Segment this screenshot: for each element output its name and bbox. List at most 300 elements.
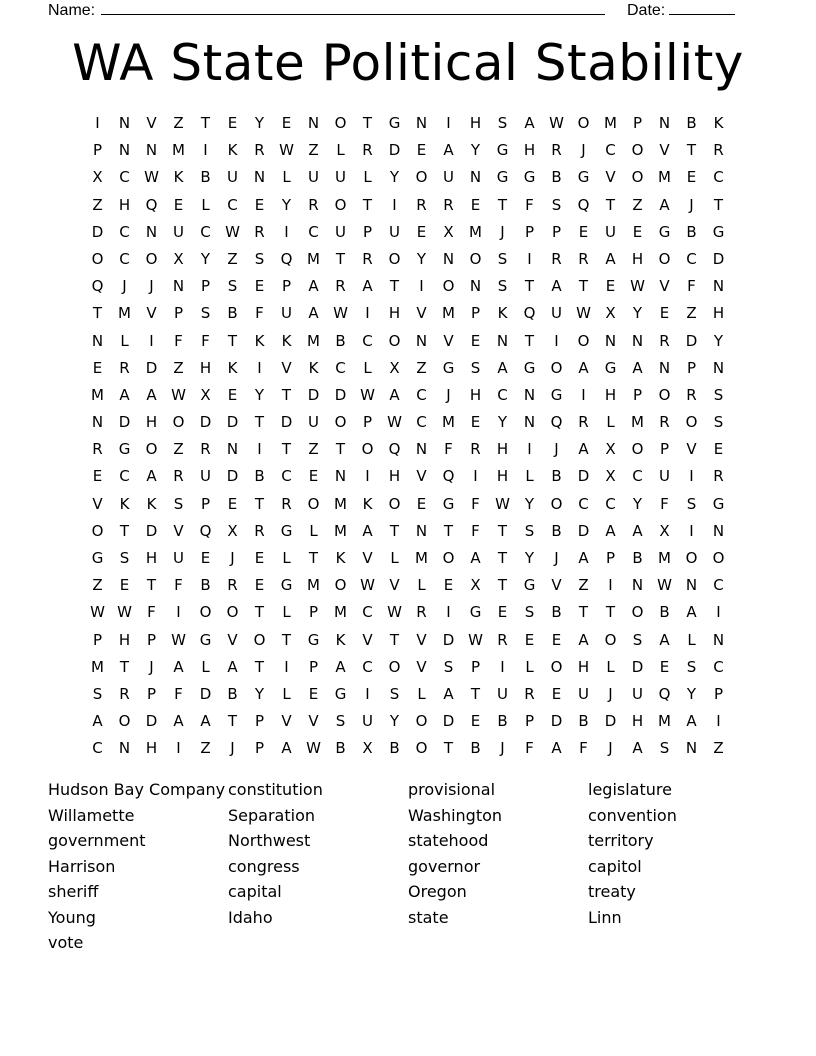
grid-letter: B (254, 467, 265, 486)
grid-letter: Z (308, 440, 319, 459)
grid-letter: O (307, 494, 320, 513)
grid-letter: X (605, 304, 616, 323)
grid-letter: A (551, 739, 562, 758)
grid-letter: I (419, 277, 424, 296)
grid-letter: A (443, 141, 454, 160)
grid-letter: D (199, 413, 212, 432)
grid-letter: A (362, 521, 373, 540)
grid-letter: L (417, 684, 426, 703)
grid-letter: A (605, 249, 616, 268)
grid-letter: Y (254, 114, 265, 132)
grid-letter: P (92, 630, 103, 649)
grid-letter: U (605, 222, 616, 241)
grid-letter: O (388, 331, 401, 350)
grid-letter: G (577, 168, 590, 187)
grid-letter: O (658, 249, 671, 268)
grid-letter: T (389, 630, 400, 649)
grid-letter: A (578, 440, 589, 459)
grid-letter: K (335, 549, 346, 567)
grid-letter: V (659, 141, 670, 160)
grid-letter: O (550, 358, 563, 377)
grid-letter: A (227, 657, 238, 676)
grid-letter: Q (199, 521, 212, 540)
grid-letter: I (446, 114, 451, 132)
grid-letter: O (334, 576, 347, 595)
grid-letter: K (281, 331, 292, 350)
date-label: Date: (627, 2, 666, 19)
grid-letter: P (200, 494, 211, 513)
grid-letter: O (685, 413, 698, 432)
grid-letter: D (145, 712, 158, 731)
grid-letter: N (145, 222, 158, 241)
grid-letter: G (280, 576, 293, 595)
grid-letter: I (365, 304, 370, 323)
grid-letter: A (497, 358, 508, 377)
grid-letter: T (254, 603, 265, 622)
grid-letter: V (605, 168, 616, 187)
grid-letter: M (118, 304, 131, 323)
grid-letter: H (145, 413, 158, 432)
grid-letter: U (308, 413, 319, 432)
grid-letter: X (605, 440, 616, 459)
grid-letter: P (254, 739, 265, 758)
grid-letter: C (227, 195, 238, 214)
grid-letter: N (415, 114, 428, 132)
grid-letter: F (201, 331, 210, 350)
grid-letter: Y (524, 549, 535, 567)
grid-letter: K (308, 358, 319, 377)
grid-letter: H (145, 739, 158, 758)
grid-letter: F (444, 440, 453, 459)
grid-letter: N (658, 114, 671, 132)
grid-letter: E (119, 576, 130, 595)
grid-letter: T (281, 630, 292, 649)
grid-letter: P (146, 684, 157, 703)
grid-letter: E (308, 467, 319, 486)
grid-letter: R (578, 413, 589, 432)
grid-letter: L (363, 358, 372, 377)
grid-letter: T (281, 440, 292, 459)
grid-letter: Z (173, 440, 184, 459)
grid-letter: S (686, 494, 697, 513)
grid-letter: A (686, 603, 697, 622)
grid-letter: A (551, 277, 562, 296)
grid-letter: B (389, 739, 400, 758)
grid-letter: H (631, 249, 644, 268)
grid-letter: I (176, 739, 181, 758)
grid-letter: Q (523, 304, 536, 323)
grid-letter: D (550, 712, 563, 731)
grid-letter: J (554, 549, 559, 567)
grid-letter: I (554, 331, 559, 350)
grid-letter: J (230, 549, 235, 567)
grid-letter: D (442, 712, 455, 731)
grid-letter: R (470, 440, 481, 459)
grid-letter: D (577, 467, 590, 486)
grid-letter: N (469, 277, 482, 296)
grid-letter: A (146, 385, 157, 404)
grid-letter: E (470, 195, 481, 214)
grid-letter: K (146, 494, 157, 513)
grid-letter: U (551, 304, 562, 323)
grid-letter: O (253, 630, 266, 649)
grid-letter: A (632, 358, 643, 377)
grid-letter: T (254, 494, 265, 513)
grid-letter: R (551, 141, 562, 160)
grid-letter: D (91, 222, 104, 241)
grid-letter: M (334, 603, 347, 622)
grid-letter: I (473, 467, 478, 486)
grid-letter: N (712, 277, 725, 296)
grid-letter: S (227, 277, 238, 296)
grid-letter: W (495, 494, 510, 513)
grid-letter: E (470, 331, 481, 350)
grid-letter: R (713, 467, 724, 486)
grid-letter: T (497, 195, 508, 214)
grid-letter: B (686, 222, 697, 241)
grid-letter: L (606, 413, 615, 432)
grid-letter: N (415, 440, 428, 459)
grid-letter: A (146, 467, 157, 486)
grid-letter: R (362, 249, 373, 268)
grid-letter: T (713, 195, 724, 214)
grid-letter: O (550, 494, 563, 513)
date-blank-line[interactable] (669, 0, 735, 15)
grid-letter: J (608, 739, 613, 758)
grid-letter: D (226, 413, 239, 432)
grid-letter: J (122, 277, 127, 296)
grid-letter: H (604, 385, 617, 404)
grid-letter: W (306, 739, 321, 758)
grid-letter: B (551, 168, 562, 187)
word-list (48, 777, 768, 956)
grid-letter: I (581, 385, 586, 404)
grid-letter: Z (632, 195, 643, 214)
grid-letter: P (605, 549, 616, 567)
grid-letter: I (365, 684, 370, 703)
grid-letter: P (470, 304, 481, 323)
grid-letter: G (712, 494, 725, 513)
grid-letter: T (497, 549, 508, 567)
grid-letter: P (281, 277, 292, 296)
grid-letter: Z (713, 739, 724, 758)
grid-letter: K (227, 141, 238, 160)
grid-letter: O (631, 603, 644, 622)
grid-letter: T (335, 249, 346, 268)
grid-letter: P (686, 358, 697, 377)
grid-letter: S (335, 712, 346, 731)
grid-letter: D (145, 521, 158, 540)
grid-letter: D (280, 413, 293, 432)
grid-letter: N (307, 114, 320, 132)
grid-letter: R (416, 195, 427, 214)
grid-letter: L (201, 195, 210, 214)
grid-letter: I (284, 657, 289, 676)
grid-letter: W (360, 576, 375, 595)
grid-letter: R (254, 521, 265, 540)
grid-letter: R (281, 494, 292, 513)
grid-letter: I (689, 467, 694, 486)
grid-letter: A (659, 195, 670, 214)
grid-letter: V (146, 114, 157, 132)
grid-letter: S (443, 657, 454, 676)
grid-letter: T (200, 114, 211, 132)
grid-letter: N (91, 413, 104, 432)
grid-letter: N (631, 331, 644, 350)
grid-letter: G (334, 684, 347, 703)
grid-letter: S (497, 277, 508, 296)
grid-letter: T (308, 549, 319, 567)
grid-letter: T (605, 195, 616, 214)
grid-letter: J (446, 385, 451, 404)
grid-letter: A (443, 684, 454, 703)
word-list-item: congress (228, 856, 300, 876)
grid-letter: S (659, 739, 670, 758)
grid-letter: Y (470, 141, 481, 160)
name-blank-line[interactable] (101, 0, 605, 15)
grid-letter: V (146, 304, 157, 323)
grid-letter: M (658, 712, 671, 731)
grid-letter: T (281, 385, 292, 404)
grid-letter: R (524, 684, 535, 703)
grid-letter: V (551, 576, 562, 595)
grid-letter: Q (388, 440, 401, 459)
grid-letter: T (119, 657, 130, 676)
grid-letter: C (416, 385, 427, 404)
grid-letter: H (388, 304, 401, 323)
grid-letter: L (687, 630, 696, 649)
grid-letter: T (362, 114, 373, 132)
grid-letter: G (442, 494, 455, 513)
grid-letter: O (388, 657, 401, 676)
grid-letter: F (525, 195, 534, 214)
grid-letter: O (91, 521, 104, 540)
grid-letter: T (146, 576, 157, 595)
grid-letter: N (523, 385, 536, 404)
grid-letter: N (442, 249, 455, 268)
grid-letter: U (578, 684, 589, 703)
grid-letter: H (496, 440, 509, 459)
name-field (48, 0, 605, 20)
grid-letter: B (335, 739, 346, 758)
grid-letter: U (200, 467, 211, 486)
grid-letter: P (362, 413, 373, 432)
grid-letter: I (392, 195, 397, 214)
grid-letter: L (336, 141, 345, 160)
grid-letter: I (716, 603, 721, 622)
grid-letter: B (227, 684, 238, 703)
grid-letter: U (173, 549, 184, 567)
grid-letter: N (712, 630, 725, 649)
grid-letter: U (497, 684, 508, 703)
grid-letter: E (416, 141, 427, 160)
grid-letter: E (470, 413, 481, 432)
grid-letter: O (334, 195, 347, 214)
grid-letter: N (415, 521, 428, 540)
grid-letter: S (497, 249, 508, 268)
grid-letter: I (365, 467, 370, 486)
word-list-item: legislature (588, 780, 672, 799)
grid-letter: S (119, 549, 130, 567)
grid-letter: A (119, 385, 130, 404)
grid-letter: D (685, 331, 698, 350)
worksheet-header (48, 0, 748, 20)
grid-letter: T (227, 331, 238, 350)
grid-letter: D (334, 385, 347, 404)
grid-letter: Z (686, 304, 697, 323)
grid-letter: T (578, 603, 589, 622)
grid-letter: R (686, 385, 697, 404)
grid-letter: N (685, 576, 698, 595)
grid-letter: C (281, 467, 292, 486)
grid-letter: U (335, 222, 346, 241)
grid-letter: T (497, 576, 508, 595)
grid-letter: A (686, 712, 697, 731)
grid-letter: X (470, 576, 481, 595)
grid-letter: S (524, 603, 535, 622)
grid-letter: T (443, 521, 454, 540)
grid-letter: E (416, 222, 427, 241)
grid-letter: R (713, 141, 724, 160)
grid-letter: Q (442, 467, 455, 486)
grid-letter: L (282, 549, 291, 567)
grid-letter: E (227, 494, 238, 513)
grid-letter: A (578, 358, 589, 377)
grid-letter: U (227, 168, 238, 187)
grid-letter: Y (713, 331, 724, 350)
grid-letter: T (524, 331, 535, 350)
grid-letter: Z (227, 249, 238, 268)
grid-letter: W (279, 141, 294, 160)
grid-letter: V (362, 630, 373, 649)
grid-letter: I (689, 521, 694, 540)
grid-letter: R (551, 249, 562, 268)
grid-letter: D (631, 657, 644, 676)
grid-letter: Q (280, 249, 293, 268)
grid-letter: C (605, 494, 616, 513)
grid-letter: I (176, 603, 181, 622)
grid-letter: W (576, 304, 591, 323)
grid-letter: E (416, 494, 427, 513)
grid-letter: N (685, 739, 698, 758)
grid-letter: V (416, 657, 427, 676)
grid-letter: H (388, 467, 401, 486)
grid-letter: A (335, 657, 346, 676)
grid-letter: U (659, 467, 670, 486)
grid-letter: V (308, 712, 319, 731)
grid-letter: E (686, 168, 697, 187)
name-label: Name: (48, 2, 96, 19)
grid-letter: P (200, 277, 211, 296)
word-list-item: capitol (588, 856, 642, 876)
grid-letter: H (469, 385, 482, 404)
grid-letter: C (713, 576, 724, 595)
grid-letter: A (578, 630, 589, 649)
grid-letter: V (416, 304, 427, 323)
grid-letter: P (551, 222, 562, 241)
grid-letter: W (657, 576, 672, 595)
grid-letter: K (713, 114, 724, 132)
grid-letter: H (496, 467, 509, 486)
grid-letter: B (686, 114, 697, 132)
grid-letter: P (659, 440, 670, 459)
grid-letter: M (307, 576, 320, 595)
grid-letter: T (254, 413, 265, 432)
grid-letter: C (92, 739, 103, 758)
grid-letter: K (173, 168, 184, 187)
grid-letter: S (497, 114, 508, 132)
grid-letter: T (470, 684, 481, 703)
grid-letter: I (527, 440, 532, 459)
grid-letter: L (282, 684, 291, 703)
word-list-item: Harrison (48, 856, 116, 876)
grid-letter: D (145, 358, 158, 377)
grid-letter: O (334, 413, 347, 432)
grid-letter: V (227, 630, 238, 649)
grid-letter: A (173, 712, 184, 731)
grid-letter: V (281, 712, 292, 731)
grid-letter: V (416, 467, 427, 486)
grid-letter: U (632, 684, 643, 703)
grid-letter: R (200, 440, 211, 459)
grid-letter: C (119, 168, 130, 187)
grid-letter: T (227, 712, 238, 731)
grid-letter: B (578, 712, 589, 731)
grid-letter: O (415, 168, 428, 187)
grid-letter: B (632, 549, 643, 567)
grid-letter: U (281, 304, 292, 323)
grid-letter: N (658, 358, 671, 377)
grid-letter: T (362, 195, 373, 214)
grid-letter: G (496, 141, 509, 160)
grid-letter: M (604, 114, 617, 132)
word-list-item: vote (48, 933, 84, 952)
grid-letter: N (145, 141, 158, 160)
grid-letter: P (308, 657, 319, 676)
grid-letter: K (497, 304, 508, 323)
word-list-item: Oregon (408, 882, 467, 901)
word-list-item: territory (588, 831, 654, 850)
grid-letter: X (173, 249, 184, 268)
grid-letter: W (333, 304, 348, 323)
grid-letter: B (470, 739, 481, 758)
grid-letter: R (659, 413, 670, 432)
grid-letter: W (171, 630, 186, 649)
grid-letter: F (660, 494, 669, 513)
grid-letter: A (470, 549, 481, 567)
grid-letter: Z (173, 358, 184, 377)
grid-letter: T (443, 739, 454, 758)
grid-letter: A (200, 712, 211, 731)
grid-letter: Q (145, 195, 158, 214)
grid-letter: X (389, 358, 400, 377)
grid-letter: L (201, 657, 210, 676)
grid-letter: W (171, 385, 186, 404)
grid-letter: E (470, 712, 481, 731)
grid-letter: G (307, 630, 320, 649)
grid-letter: I (95, 114, 100, 132)
grid-letter: G (604, 358, 617, 377)
grid-letter: G (523, 576, 536, 595)
grid-letter: J (500, 739, 505, 758)
grid-letter: H (577, 657, 590, 676)
grid-letter: E (254, 576, 265, 595)
grid-letter: A (362, 277, 373, 296)
grid-letter: A (578, 549, 589, 567)
grid-letter: I (446, 603, 451, 622)
grid-letter: M (334, 494, 347, 513)
grid-letter: I (257, 358, 262, 377)
